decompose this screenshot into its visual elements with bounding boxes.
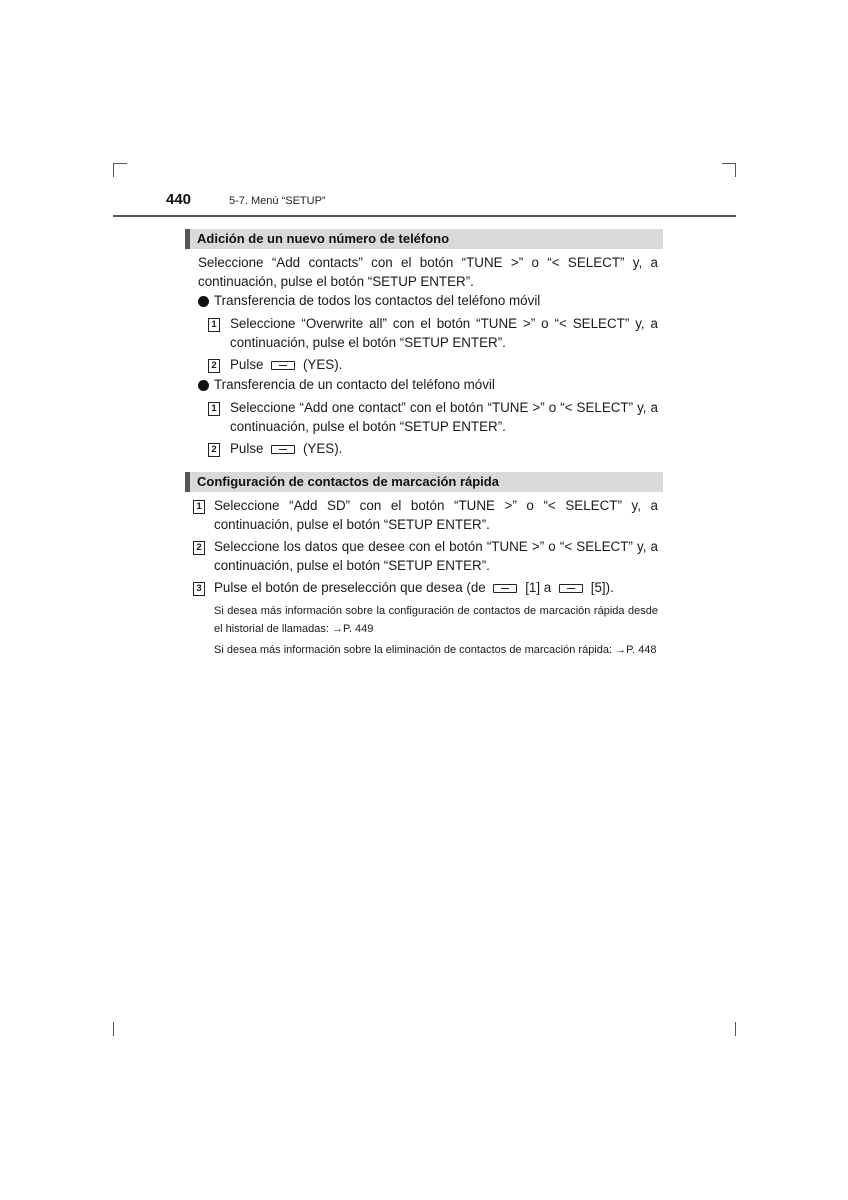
speed-dial-step3 bbox=[214, 579, 658, 598]
crop-mark-top-left-h bbox=[113, 163, 127, 164]
bullet-icon bbox=[198, 296, 209, 307]
step-text-post: (YES). bbox=[302, 441, 343, 456]
crop-mark-bottom-right bbox=[735, 1022, 736, 1036]
step-text-pre: Pulse bbox=[230, 441, 264, 456]
button-key-icon bbox=[559, 584, 583, 593]
step-text-pre: Pulse el botón de preselección que desea (de bbox=[214, 580, 486, 595]
option2-step2 bbox=[230, 440, 658, 459]
step-number-2: 2 bbox=[193, 541, 205, 555]
bullet-icon bbox=[198, 380, 209, 391]
button-key-icon bbox=[271, 445, 295, 454]
header-divider bbox=[113, 215, 736, 217]
crop-mark-top-right-v bbox=[735, 163, 736, 177]
step-number-2: 2 bbox=[208, 359, 220, 373]
crop-mark-top-right-h bbox=[722, 163, 736, 164]
crop-mark-bottom-left bbox=[113, 1022, 114, 1036]
step-number-1: 1 bbox=[208, 318, 220, 332]
option2-step1: Seleccione “Add one contact” con el botón “TUNE >” o “< SELECT” y, a continuación, pulse el botón “SETUP ENTER”. bbox=[230, 400, 658, 434]
page-number: 440 bbox=[166, 191, 192, 208]
step-number-1: 1 bbox=[193, 500, 205, 514]
button-key-icon bbox=[271, 361, 295, 370]
note-speed-dial-history: Si desea más información sobre la configuración de contactos de marcación rápida desde el historial de llamadas: →P. 449 bbox=[214, 605, 658, 635]
step-text-pre: Pulse bbox=[230, 357, 264, 372]
step-number-1: 1 bbox=[208, 402, 220, 416]
section-heading-speed-dial: Configuración de contactos de marcación rápida bbox=[185, 472, 663, 492]
step-text-mid: [1] a bbox=[525, 580, 552, 595]
step-number-2: 2 bbox=[208, 443, 220, 457]
speed-dial-step1: Seleccione “Add SD” con el botón “TUNE >” o “< SELECT” y, a continuación, pulse el botón “SETUP ENTER”. bbox=[214, 498, 658, 532]
option1-step2 bbox=[230, 356, 658, 375]
crop-mark-top-left-v bbox=[113, 163, 114, 177]
button-key-icon bbox=[493, 584, 517, 593]
speed-dial-step2: Seleccione los datos que desee con el botón “TUNE >” o “< SELECT” y, a continuación, pulse el botón “SETUP ENTER”. bbox=[214, 539, 658, 573]
section1-intro: Seleccione “Add contacts” con el botón “TUNE >” o “< SELECT” y, a continuación, pulse el botón “SETUP ENTER”. bbox=[198, 255, 658, 289]
step-number-3: 3 bbox=[193, 582, 205, 596]
option-transfer-one: Transferencia de un contacto del teléfono móvil bbox=[214, 377, 495, 392]
option-transfer-all: Transferencia de todos los contactos del teléfono móvil bbox=[214, 293, 541, 308]
step-text-post: [5]). bbox=[590, 580, 614, 595]
note-speed-dial-delete: Si desea más información sobre la eliminación de contactos de marcación rápida: →P. 448 bbox=[214, 644, 657, 656]
section-heading-add-number: Adición de un nuevo número de teléfono bbox=[185, 229, 663, 249]
option1-step1: Seleccione “Overwrite all” con el botón “TUNE >” o “< SELECT” y, a continuación, pulse el botón “SETUP ENTER”. bbox=[230, 316, 658, 350]
step-text-post: (YES). bbox=[302, 357, 343, 372]
section-reference: 5-7. Menú “SETUP” bbox=[229, 195, 326, 207]
